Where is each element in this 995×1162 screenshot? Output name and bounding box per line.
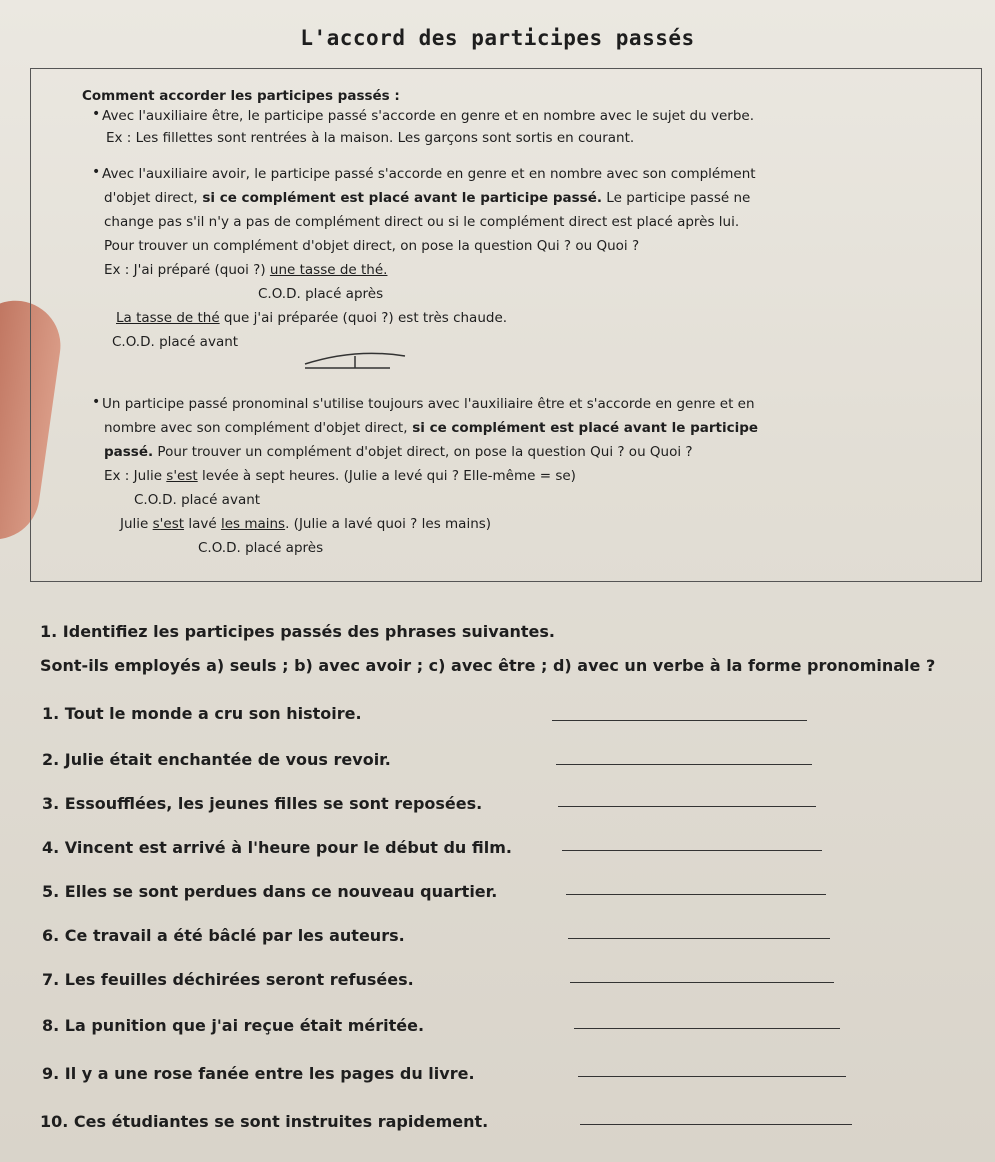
exercise-sentence: 8. La punition que j'ai reçue était méritée. [42,1016,425,1035]
bullet-icon: • [92,164,101,180]
pron-rule-3-part-a: passé. [104,444,154,460]
exercise-sentence: 7. Les feuilles déchirées seront refusées. [42,970,414,989]
rules-heading: Comment accorder les participes passés : [82,88,400,104]
pron-rule-line-1: Un participe passé pronominal s'utilise toujours avec l'auxiliaire être et s'accorde en genre et en [102,396,755,412]
avoir-example-2 [116,310,507,326]
answer-blank[interactable] [568,938,830,939]
answer-blank[interactable] [570,982,834,983]
page-title: L'accord des participes passés [300,26,695,50]
avoir-rule-2-part-b: si ce complément est placé avant le participe passé. [197,190,603,206]
pron-example-1-cod: s'est [166,468,198,484]
answer-blank[interactable] [556,764,812,765]
exercise-question: Sont-ils employés a) seuls ; b) avec avoir ; c) avec être ; d) avec un verbe à la forme pronominale ? [40,656,936,675]
pron-example-1-part-a: Ex : Julie [104,468,167,484]
avoir-example-1-note: C.O.D. placé après [258,286,384,302]
answer-blank[interactable] [580,1124,852,1125]
answer-blank[interactable] [574,1028,840,1029]
avoir-example-1-cod: une tasse de thé. [269,262,388,278]
exercise-sentence: 2. Julie était enchantée de vous revoir. [42,750,391,769]
pron-example-2-rest: . (Julie a lavé quoi ? les mains) [285,516,492,532]
pron-example-2-part-a: Julie [120,516,153,532]
exercise-title: 1. Identifiez les participes passés des phrases suivantes. [40,622,555,641]
answer-blank[interactable] [552,720,807,721]
avoir-rule-2-part-a: d'objet direct, [104,190,198,206]
pron-rule-line-2 [104,420,758,436]
pron-example-1-note: C.O.D. placé avant [134,492,261,508]
pron-example-1 [104,468,576,484]
avoir-rule-line-1: Avec l'auxiliaire avoir, le participe passé s'accorde en genre et en nombre avec son complément [102,166,756,182]
avoir-example-2-cod: La tasse de thé [116,310,220,326]
avoir-example-2-rest: que j'ai préparée (quoi ?) est très chaude. [219,310,508,326]
pron-example-2-part-c: lavé [184,516,221,532]
pron-rule-line-3 [104,444,693,460]
avoir-rule-line-2 [104,190,750,206]
exercise-sentence: 9. Il y a une rose fanée entre les pages du livre. [42,1064,475,1083]
pron-example-2 [120,516,491,532]
exercise-sentence: 10. Ces étudiantes se sont instruites rapidement. [40,1112,489,1131]
avoir-rule-line-4: Pour trouver un complément d'objet direct, on pose la question Qui ? ou Quoi ? [104,238,640,254]
pron-example-2-note: C.O.D. placé après [198,540,324,556]
pron-rule-3-part-b: Pour trouver un complément d'objet direct, on pose la question Qui ? ou Quoi ? [153,444,693,460]
avoir-rule-line-3: change pas s'il n'y a pas de complément direct ou si le complément direct est placé après lui. [104,214,740,230]
exercise-sentence: 3. Essoufflées, les jeunes filles se sont reposées. [42,794,483,813]
avoir-rule-2-part-c: Le participe passé ne [602,190,751,206]
avoir-example-2-note: C.O.D. placé avant [112,334,239,350]
pron-rule-2-part-a: nombre avec son complément d'objet direct, [104,420,408,436]
answer-blank[interactable] [578,1076,846,1077]
exercise-sentence: 6. Ce travail a été bâclé par les auteurs. [42,926,405,945]
arrow-arc-icon [300,350,410,372]
avoir-example-1 [104,262,387,278]
bullet-icon: • [92,394,101,410]
answer-blank[interactable] [566,894,826,895]
exercise-sentence: 5. Elles se sont perdues dans ce nouveau quartier. [42,882,498,901]
etre-rule: Avec l'auxiliaire être, le participe passé s'accorde en genre et en nombre avec le sujet du verbe. [102,108,754,124]
exercise-sentence: 1. Tout le monde a cru son histoire. [42,704,362,723]
pron-rule-2-part-b: si ce complément est placé avant le participe [407,420,759,436]
answer-blank[interactable] [562,850,822,851]
exercise-sentence: 4. Vincent est arrivé à l'heure pour le début du film. [42,838,512,857]
etre-example: Ex : Les fillettes sont rentrées à la maison. Les garçons sont sortis en courant. [106,130,635,146]
pron-example-1-rest: levée à sept heures. (Julie a levé qui ? Elle-même = se) [197,468,576,484]
pron-example-2-cod: les mains [220,516,286,532]
bullet-icon: • [92,106,101,122]
answer-blank[interactable] [558,806,816,807]
avoir-example-1-part-a: Ex : J'ai préparé (quoi ?) [104,262,270,278]
pron-example-2-se: s'est [152,516,185,532]
